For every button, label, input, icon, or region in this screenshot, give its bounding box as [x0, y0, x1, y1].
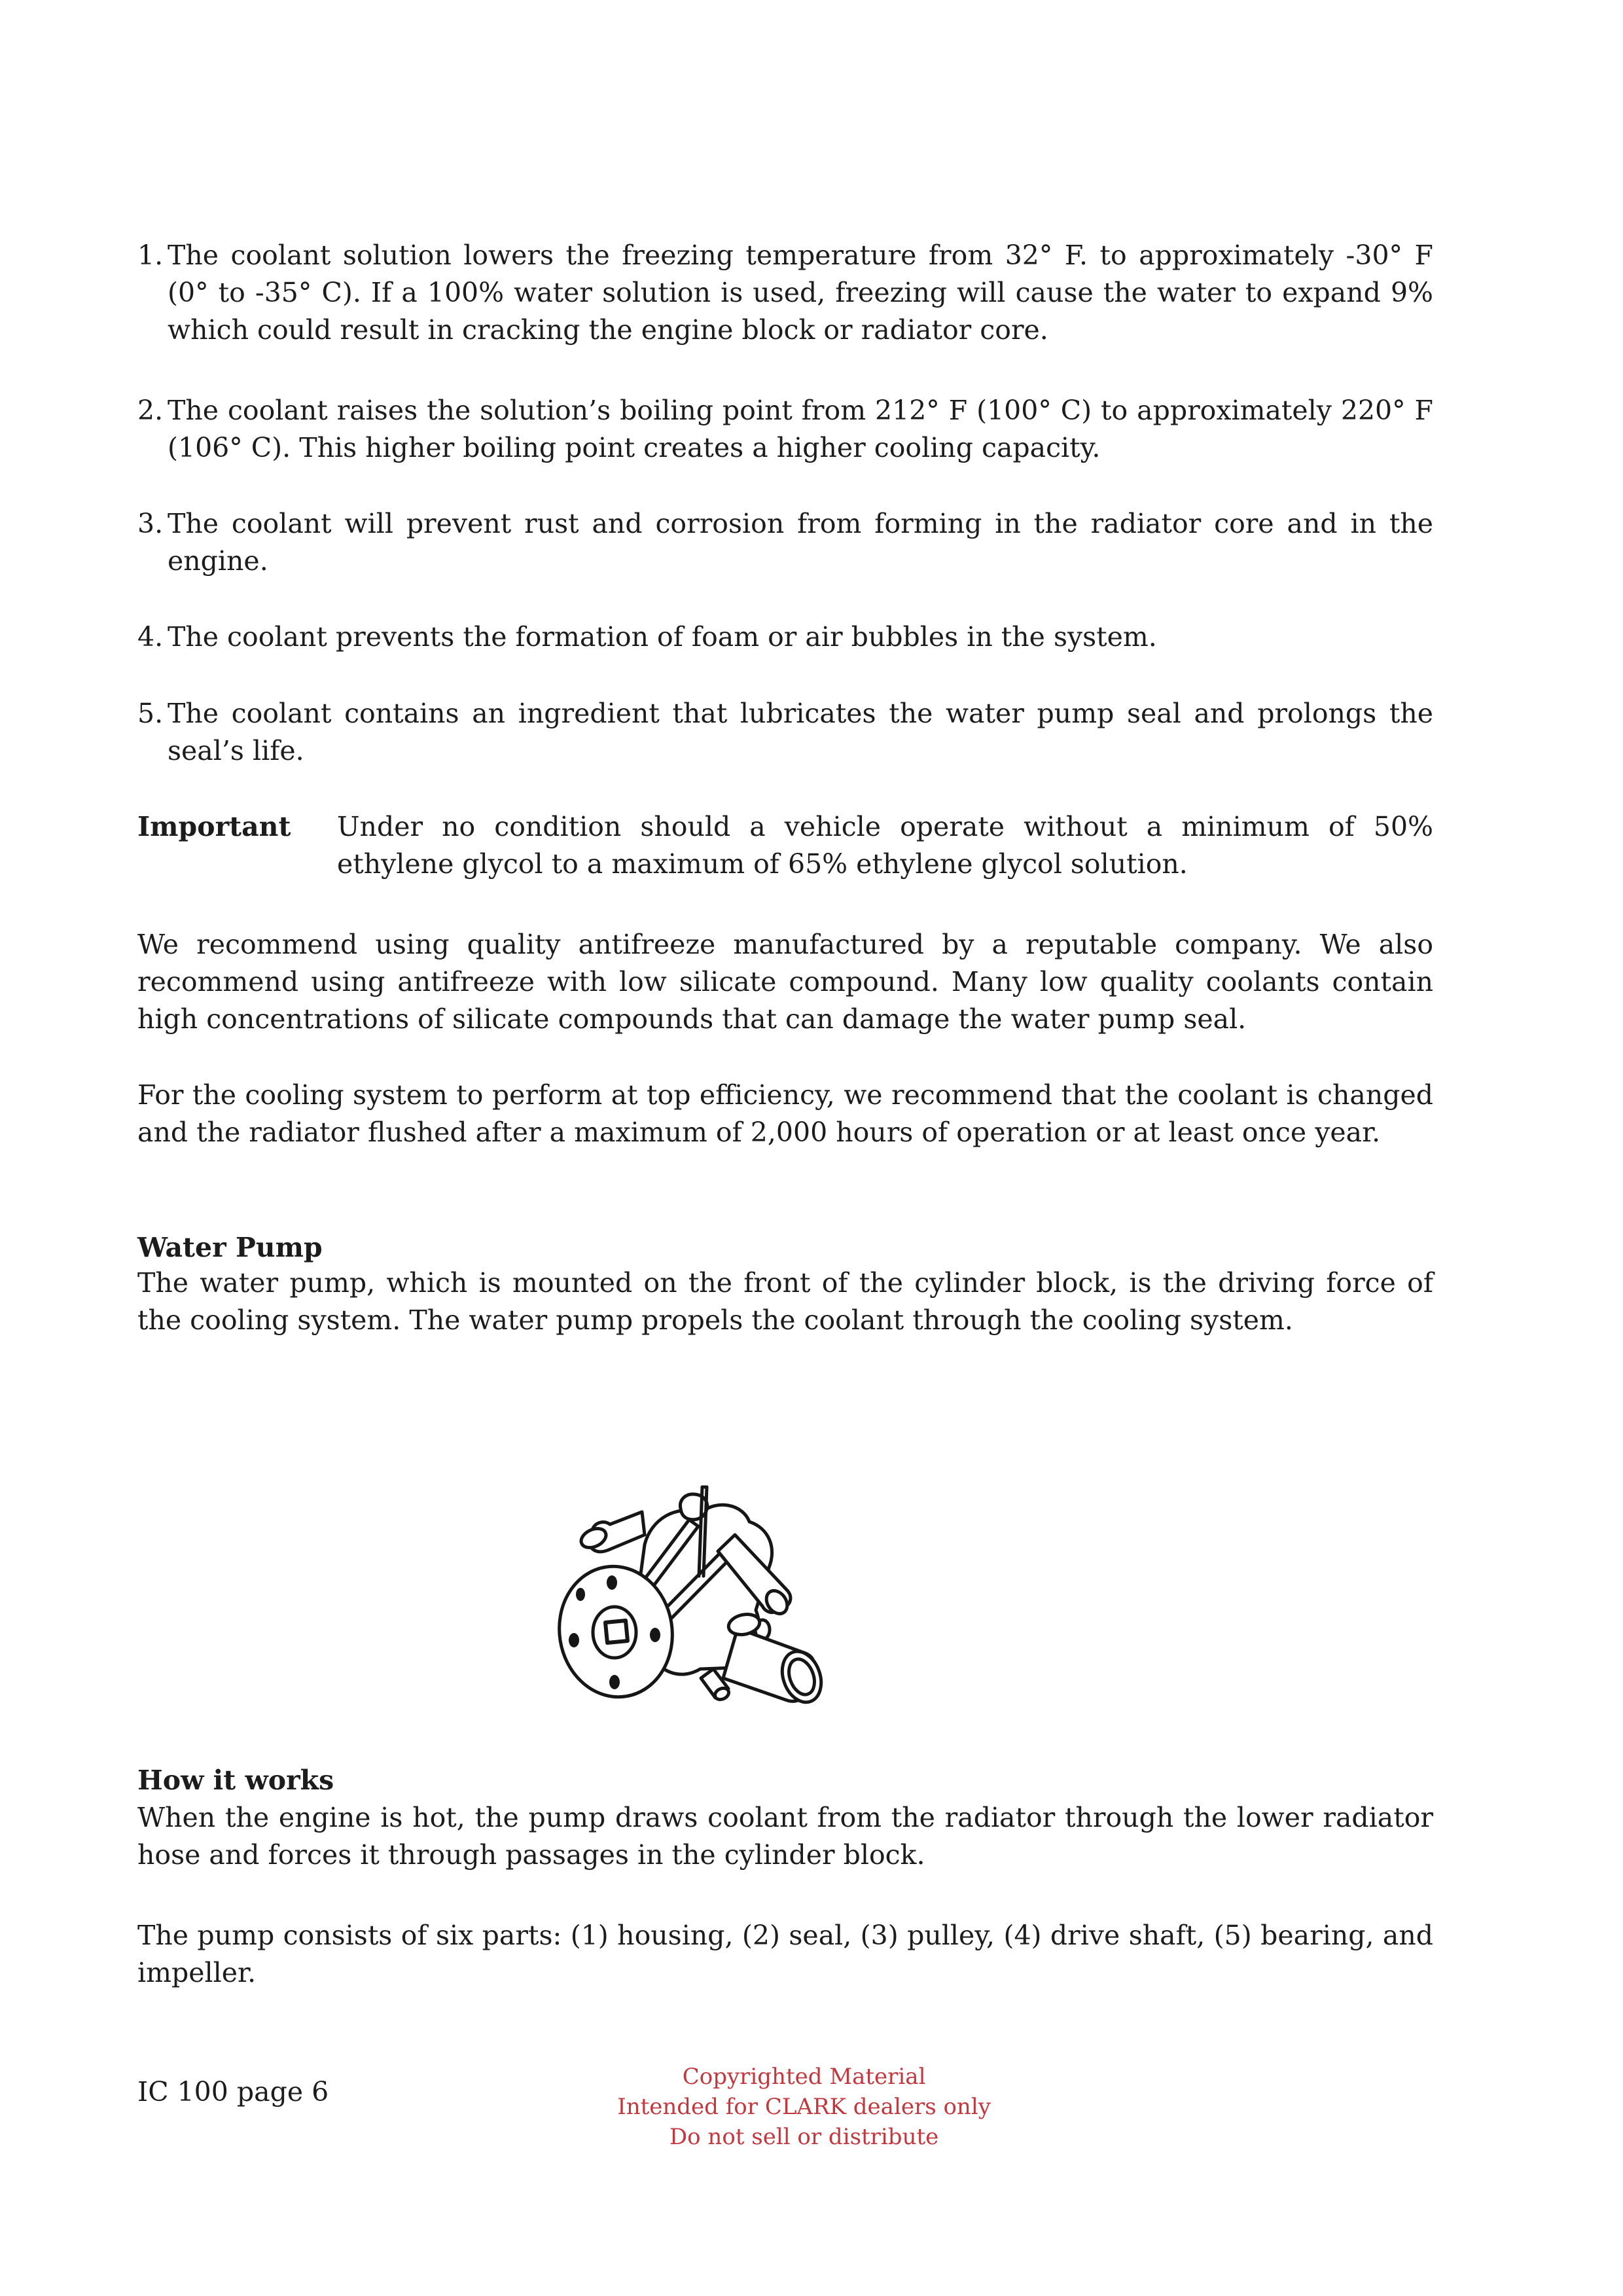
list-item-text: The coolant contains an ingredient that lubricates the water pump seal and prolongs the seal’s life.: [168, 698, 1433, 766]
list-item-text: The coolant solution lowers the freezing temperature from 32° F. to approximately -30° F (0° to -35° C). If a 100% water solution is used, freezing will cause the water to expand 9% which could result in cracking the engine block or radiator core.: [168, 240, 1433, 346]
copyright-line: Copyrighted Material: [682, 2064, 926, 2090]
list-item-text: The coolant raises the solution’s boiling point from 212° F (100° C) to approximately 220° F (106° C). This higher boiling point creates a higher cooling capacity.: [168, 395, 1433, 463]
how-it-works-body: When the engine is hot, the pump draws coolant from the radiator through the lower radiator hose and forces it through passages in the cylinder block.: [137, 1802, 1433, 1871]
copyright-line: Do not sell or distribute: [669, 2124, 939, 2150]
list-item-number: 3.: [137, 508, 164, 539]
page-number-label: IC 100 page 6: [137, 2076, 329, 2108]
important-note: [137, 808, 1433, 883]
list-item-number: 1.: [137, 240, 164, 271]
list-item: [137, 505, 1433, 580]
paragraph-efficiency: For the cooling system to perform at top efficiency, we recommend that the coolant is changed and the radiator flushed after a maximum of 2,000 hours of operation or at least once year.: [137, 1079, 1433, 1148]
pump-parts-paragraph: The pump consists of six parts: (1) housing, (2) seal, (3) pulley, (4) drive shaft, (5) bearing, and impeller.: [137, 1920, 1433, 1988]
list-item: [137, 619, 1433, 656]
list-item: [137, 695, 1433, 770]
list-item: [137, 392, 1433, 467]
section-heading-water-pump: Water Pump: [137, 1232, 323, 1263]
copyright-notice: [617, 2062, 991, 2152]
list-item-number: 4.: [137, 621, 164, 653]
water-pump-drawing-icon: [546, 1473, 841, 1718]
important-text: Under no condition should a vehicle operate without a minimum of 50% ethylene glycol to a maximum of 65% ethylene glycol solution.: [337, 811, 1433, 880]
list-item-number: 5.: [137, 698, 164, 729]
copyright-line: Intended for CLARK dealers only: [617, 2094, 991, 2120]
list-item-text: The coolant prevents the formation of foam or air bubbles in the system.: [168, 621, 1157, 653]
important-label: Important: [137, 811, 291, 842]
paragraph-recommend: We recommend using quality antifreeze manufactured by a reputable company. We also recommend using antifreeze with low silicate compound. Many low quality coolants contain high concentrations of silicate compounds that can damage the water pump seal.: [137, 929, 1433, 1035]
list-item-number: 2.: [137, 395, 164, 426]
water-pump-illustration: [546, 1473, 841, 1718]
list-item: [137, 237, 1433, 349]
section-heading-how-it-works: How it works: [137, 1765, 334, 1796]
water-pump-body: The water pump, which is mounted on the front of the cylinder block, is the driving force of the cooling system. The water pump propels the coolant through the cooling system.: [137, 1267, 1433, 1336]
list-item-text: The coolant will prevent rust and corrosion from forming in the radiator core and in the engine.: [168, 508, 1433, 577]
